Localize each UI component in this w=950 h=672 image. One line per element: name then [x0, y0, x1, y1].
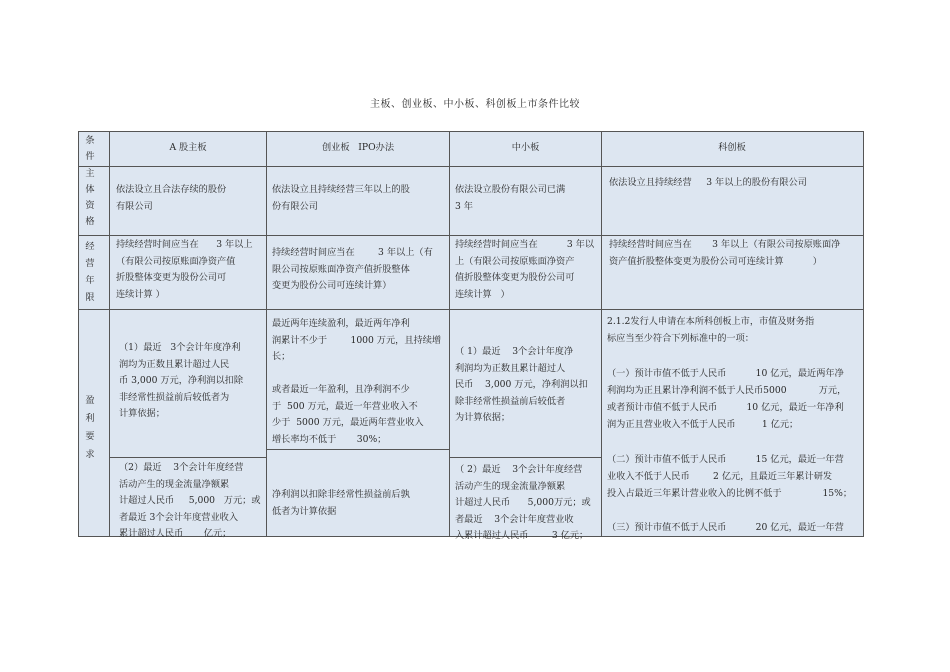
operating-sme-board: 持续经营时间应当在 3 年以 上（有限公司按原账面净资产 值折股整体变更为股份公司可 连续计算 ） — [455, 239, 595, 300]
row-label-operating: 经营年限 — [85, 241, 95, 303]
cell-divider — [109, 457, 266, 458]
header-condition: 条件 — [85, 135, 95, 162]
subject-main-board: 依法设立且合法存续的股份 有限公司 — [116, 184, 227, 212]
header-chinext: 创业板 IPO办法 — [321, 142, 395, 153]
row-divider — [79, 309, 863, 310]
subject-chinext: 依法设立且持续经营三年以上的股 份有限公司 — [272, 184, 410, 212]
header-main-board: A 股主板 — [169, 142, 207, 153]
comparison-table — [78, 131, 864, 541]
row-divider — [79, 166, 863, 167]
column-divider — [109, 132, 110, 537]
column-divider — [449, 132, 450, 537]
profit-chinext-2: 净利润以扣除非经常性损益前后孰 低者为计算依据 — [272, 489, 410, 517]
profit-main-board-1: （1）最近 3个会计年度净利 润均为正数且累计超过人民 币 3,000 万元，净利润以扣除 非经常性损益前后较低者为 计算依据； — [119, 342, 244, 419]
cell-divider — [266, 449, 449, 450]
row-divider — [79, 235, 863, 236]
operating-chinext: 持续经营时间应当在 3 年以上（有 限公司按原账面净资产值折股整体 变更为股份公司可连续计算） — [272, 247, 433, 291]
profit-main-board-2: （2）最近 3个会计年度经营 活动产生的现金流量净额累 计超过人民币 5,000 万元；或 者最近 3个会计年度营业收入 累计超过人民币 亿元； — [119, 462, 261, 539]
operating-star-market: 持续经营时间应当在 3 年以上（有限公司按原账面净 资产值折股整体变更为股份公司可连续计算 ） — [609, 239, 841, 267]
row-label-subject: 主体资格 — [85, 168, 95, 227]
subject-sme-board: 依法设立股份有限公司已满 3 年 — [455, 184, 566, 212]
profit-star-market: 2.1.2发行人申请在本所科创板上市，市值及财务指 标应当至少符合下列标准中的一项： （一）预计市值不低于人民币 10 亿元，最近两年净 利润均为正且累计净利润不低于人民币5000 万元， 或者预计市值不低于人民币 10 亿元，最近一年净利 润为正且营业收入不低于人民币 1 亿元； （二）预计市值不低于人民币 15 亿元，最近一年营 业收入不低于人民币 2 亿元，且最近三年累计研发 投入占最近三年累计营业收入的比例不低于 15%； （三）预计市值不低于人民币 20 亿元，最近一年营 — [607, 316, 853, 534]
profit-chinext-1: 最近两年连续盈利，最近两年净利 润累计不少于 1000 万元，且持续增 长； 或者最近一年盈利，且净利润不少 于 500 万元，最近一年营业收入不 少于 5000 万元，最近两年营业收入 增长率均不低于 30%； — [272, 318, 442, 445]
profit-sme-board-1: （ 1）最近 3个会计年度净 利润均为正数且累计超过人 民币 3,000 万元，净利润以扣 除非经常性损益前后较低者 为计算依据； — [455, 346, 588, 423]
cell-divider — [449, 457, 601, 458]
column-divider — [266, 132, 267, 537]
operating-main-board: 持续经营时间应当在 3 年以上 （有限公司按原账面净资产值 折股整体变更为股份公司可 连续计算 ） — [116, 239, 253, 300]
column-divider — [601, 132, 602, 537]
row-label-profit: 盈利要求 — [85, 395, 95, 460]
header-star-market: 科创板 — [718, 142, 746, 153]
header-sme-board: 中小板 — [511, 142, 540, 153]
profit-sme-board-2: （ 2）最近 3个会计年度经营 活动产生的现金流量净额累 计超过人民币 5,000万元；或 者最近 3个会计年度营业收 入累计超过人民币 3 亿元； — [455, 464, 591, 541]
page-title: 主板、创业板、中小板、科创板上市条件比较 — [370, 99, 580, 110]
subject-star-market: 依法设立且持续经营 3 年以上的股份有限公司 — [609, 177, 807, 188]
